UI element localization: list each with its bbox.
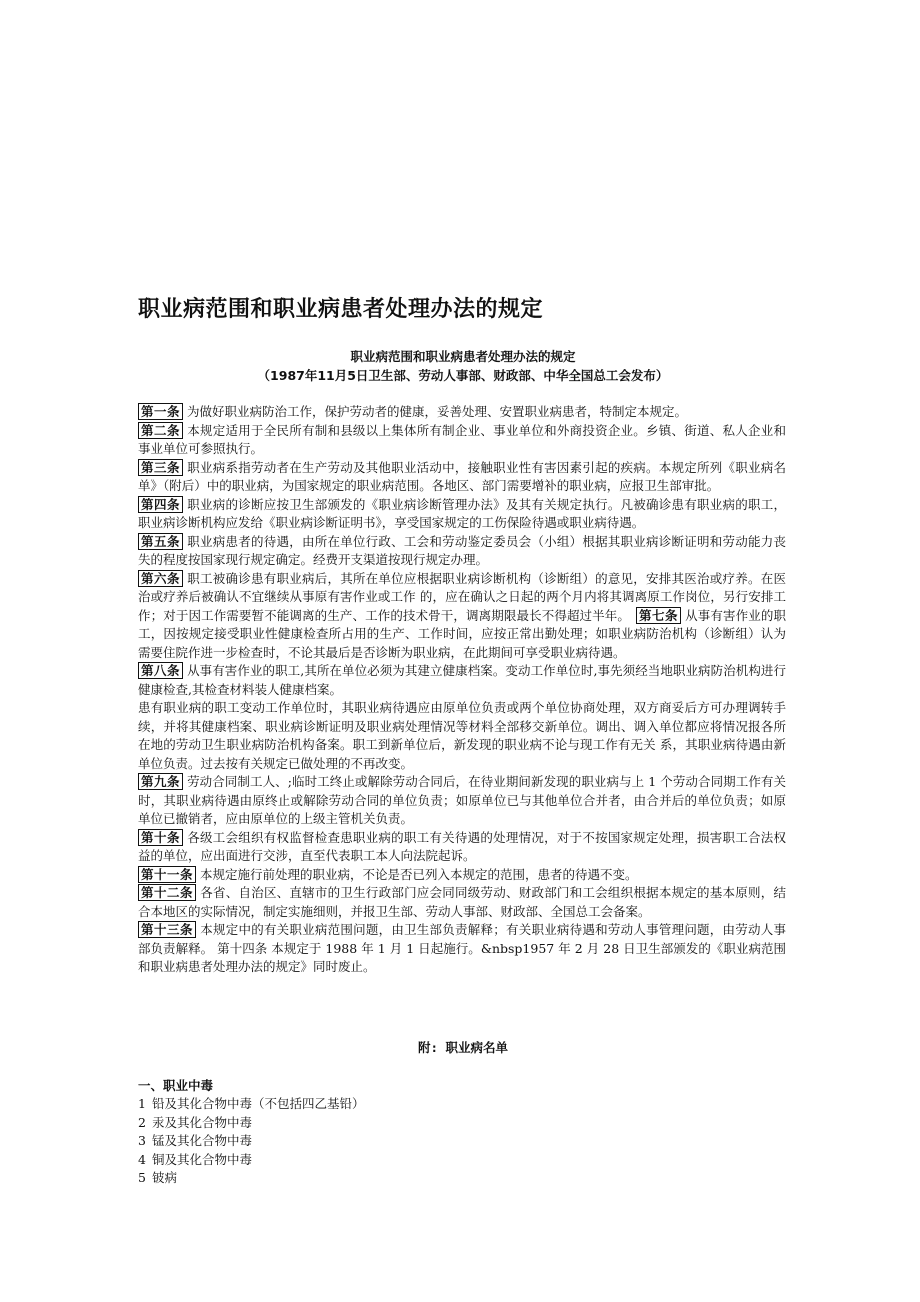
article-label: 第五条 — [138, 533, 183, 550]
article-6-7 — [138, 570, 786, 663]
article-3 — [138, 459, 786, 496]
article-text: 从事有害作业的职工，因按规定接受职业性健康检查所占用的生产、工作时间，应按正常出勤处理；如职业病防治机构（诊断组）认为需要住院作进一步检查时，不论其最后是否诊断为职业病，在此期间可享受职业病待遇。 — [138, 607, 786, 660]
article-label: 第十三条 — [138, 921, 196, 938]
article-label: 第十二条 — [138, 884, 196, 901]
document-subtitle — [138, 347, 788, 385]
list-item-number: 1 — [138, 1096, 146, 1111]
article-text: 各级工会组织有权监督检查患职业病的职工有关待遇的处理情况，对于不按国家规定处理，损害职工合法权益的单位，应出面进行交涉，直至代表职工本人向法院起诉。 — [138, 829, 786, 863]
list-item-text: 汞及其化合物中毒 — [151, 1114, 252, 1130]
article-label: 第三条 — [138, 459, 183, 476]
article-label: 第八条 — [138, 662, 183, 679]
article-13 — [138, 921, 786, 977]
article-1 — [138, 403, 786, 422]
list-item — [138, 1169, 364, 1188]
section-heading: 一、职业中毒 — [138, 1078, 214, 1093]
list-item-text: 铍病 — [151, 1170, 177, 1185]
articles-section — [138, 403, 786, 977]
article-label: 第九条 — [138, 773, 183, 790]
list-item-text: 铜及其化合物中毒 — [151, 1151, 252, 1167]
article-text: 从事有害作业的职工,其所在单位必须为其建立健康档案。变动工作单位时,事先须经当地职业病防治机构进行健康检查,其检查材料装人健康档案。 — [138, 663, 786, 697]
article-text: 患有职业病的职工变动工作单位时，其职业病待遇应由原单位负责或两个单位协商处理，双方商妥后方可办理调转手续，并将其健康档案、职业病诊断证明及职业病处理情况等材料全部移交新单位。调出、调入单位都应将情况报各所在地的劳动卫生职业病防治机构备案。职工到新单位后，新发现的职业病不论与现工作有无关 系，其职业病待遇由新单位负责。过去按有关规定已做处理的不再改变。 — [138, 700, 786, 771]
subtitle-line-1: 职业病范围和职业病患者处理办法的规定 — [350, 349, 576, 364]
list-item-number: 3 — [138, 1133, 146, 1148]
subtitle-line-2: （1987年11月5日卫生部、劳动人事部、财政部、中华全国总工会发布） — [257, 368, 669, 383]
article-label: 第七条 — [636, 607, 681, 624]
article-10 — [138, 829, 786, 866]
list-item-text: 铅及其化合物中毒（不包括四乙基铅） — [151, 1096, 365, 1111]
article-text: 本规定中的有关职业病范围问题，由卫生部负责解释；有关职业病待遇和劳动人事管理问题，由劳动人事部负责解释。 第十四条 本规定于 1988 年 1 月 1 日起施行。&nbsp1957 年 2 月 28 日卫生部颁发的《职业病范围和职业病患者处理办法的规定》同时废止。 — [138, 922, 786, 974]
list-item — [138, 1151, 364, 1170]
article-5 — [138, 533, 786, 570]
article-text: 职业病患者的待遇，由所在单位行政、工会和劳动鉴定委员会（小组）根据其职业病诊断证明和劳动能力丧失的程度按国家现行规定确定。经费开支渠道按现行规定办理。 — [138, 533, 786, 567]
disease-list — [138, 1095, 364, 1188]
article-text: 职业病的诊断应按卫生部颁发的《职业病诊断管理办法》及其有关规定执行。凡被确诊患有职业病的职工，职业病诊断机构应发给《职业病诊断证明书》，享受国家规定的工伤保险待遇或职业病待遇。 — [138, 496, 786, 530]
article-label: 第二条 — [138, 422, 183, 439]
article-label: 第六条 — [138, 570, 183, 587]
article-text: 职工被确诊患有职业病后，其所在单位应根据职业病诊断机构（诊断组）的意见，安排其医治或疗养。在医治或疗养后被确认不宜继续从事原有害作业或工作 的，应在确认之日起的两个月内将其调离原工作岗位，另行安排工作；对于因工作需要暂不能调离的生产、工作的技术骨干，调离期限最长不得超过半年。 — [138, 570, 786, 623]
article-2 — [138, 422, 786, 459]
article-label: 第四条 — [138, 496, 183, 513]
article-label: 第一条 — [138, 403, 183, 420]
article-8-continued — [138, 699, 786, 773]
list-item — [138, 1114, 364, 1133]
article-text: 为做好职业病防治工作，保护劳动者的健康，妥善处理、安置职业病患者，特制定本规定。 — [187, 404, 688, 419]
article-11 — [138, 866, 786, 885]
article-text: 本规定适用于全民所有制和县级以上集体所有制企业、事业单位和外商投资企业。乡镇、街道、私人企业和事业单位可参照执行。 — [138, 422, 786, 456]
list-item — [138, 1095, 364, 1114]
article-text: 职业病系指劳动者在生产劳动及其他职业活动中，接触职业性有害因素引起的疾病。本规定所列《职业病名单》（附后）中的职业病，为国家规定的职业病范围。各地区、部门需要增补的职业病，应报卫生部审批。 — [138, 459, 786, 493]
article-label: 第十条 — [138, 829, 183, 846]
article-9 — [138, 773, 786, 829]
article-8 — [138, 662, 786, 699]
article-label: 第十一条 — [138, 866, 196, 883]
article-text: 本规定施行前处理的职业病，不论是否已列入本规定的范围，患者的待遇不变。 — [200, 866, 638, 882]
list-item-number: 4 — [138, 1151, 146, 1167]
list-item-number: 2 — [138, 1114, 146, 1130]
list-item-text: 锰及其化合物中毒 — [151, 1133, 252, 1148]
appendix-title: 附: 职业病名单 — [417, 1040, 509, 1055]
list-item — [138, 1132, 364, 1151]
article-4 — [138, 496, 786, 533]
article-12 — [138, 884, 786, 921]
list-item-number: 5 — [138, 1170, 146, 1185]
article-text: 劳动合同制工人、;临时工终止或解除劳动合同后，在待业期间新发现的职业病与上 1 个劳动合同期工作有关时，其职业病待遇由原终止或解除劳动合同的单位负责；如原单位已与其他单位合并者，由合并后的单位负责；如原单位已撤销者，应由原单位的上级主管机关负责。 — [138, 774, 786, 826]
page-title: 职业病范围和职业病患者处理办法的规定 — [138, 297, 544, 322]
article-text: 各省、自治区、直辖市的卫生行政部门应会同同级劳动、财政部门和工会组织根据本规定的基本原则，结合本地区的实际情况，制定实施细则，并报卫生部、劳动人事部、财政部、全国总工会备案。 — [138, 885, 786, 919]
